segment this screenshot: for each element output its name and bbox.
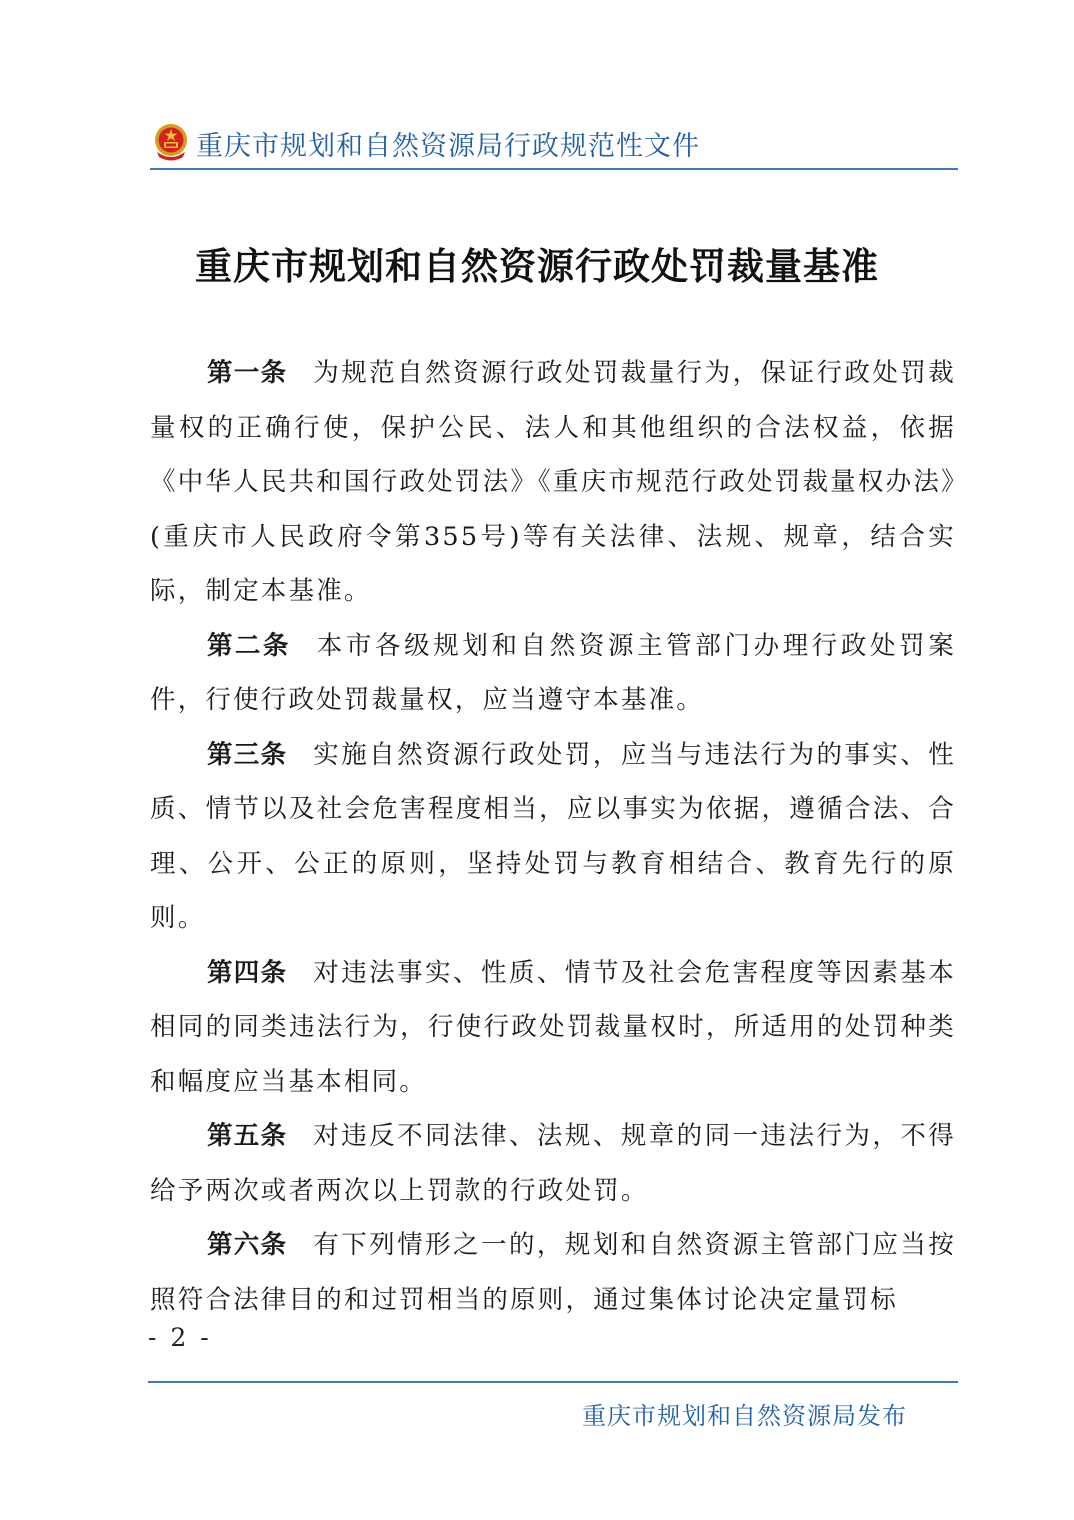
header-divider [150, 168, 958, 170]
article-4 [150, 946, 956, 1110]
article-text: 为规范自然资源行政处罚裁量行为，保证行政处罚裁量权的正确行使，保护公民、法人和其他组织的合法权益，依据《中华人民共和国行政处罚法》《重庆市规范行政处罚裁量权办法》(重庆市人民政府令第355号)等有关法律、法规、规章，结合实际，制定本基准。 [150, 358, 956, 606]
document-title: 重庆市规划和自然资源行政处罚裁量基准 [195, 245, 879, 288]
article-label: 第五条 [207, 1121, 288, 1151]
article-1 [150, 346, 956, 619]
page-number: - 2 - [148, 1323, 212, 1352]
document-body [150, 346, 956, 1327]
article-3 [150, 728, 956, 946]
article-label: 第三条 [207, 739, 288, 770]
article-text: 实施自然资源行政处罚，应当与违法行为的事实、性质、情节以及社会危害程度相当，应以事实为依据，遵循合法、合理、公开、公正的原则，坚持处罚与教育相结合、教育先行的原则。 [150, 739, 956, 933]
article-label: 第二条 [207, 630, 291, 661]
article-text: 对违法事实、性质、情节及社会危害程度等因素基本相同的同类违法行为，行使行政处罚裁量权时，所适用的处罚种类和幅度应当基本相同。 [150, 957, 956, 1097]
article-text: 本市各级规划和自然资源主管部门办理行政处罚案件，行使行政处罚裁量权，应当遵守本基准。 [150, 630, 956, 715]
article-6 [150, 1218, 956, 1327]
national-emblem-icon [152, 122, 190, 162]
document-header [150, 118, 958, 172]
article-2 [150, 619, 956, 728]
article-label: 第一条 [207, 358, 288, 388]
article-text: 有下列情形之一的，规划和自然资源主管部门应当按照符合法律目的和过罚相当的原则，通过集体讨论决定量罚标 [150, 1230, 956, 1315]
footer-publisher: 重庆市规划和自然资源局发布 [582, 1402, 907, 1430]
header-title: 重庆市规划和自然资源局行政规范性文件 [196, 131, 700, 162]
article-5 [150, 1109, 956, 1218]
article-label: 第四条 [207, 957, 288, 988]
article-text: 对违反不同法律、法规、规章的同一违法行为，不得给予两次或者两次以上罚款的行政处罚。 [150, 1121, 956, 1206]
footer-divider [148, 1381, 958, 1383]
article-label: 第六条 [207, 1230, 288, 1260]
